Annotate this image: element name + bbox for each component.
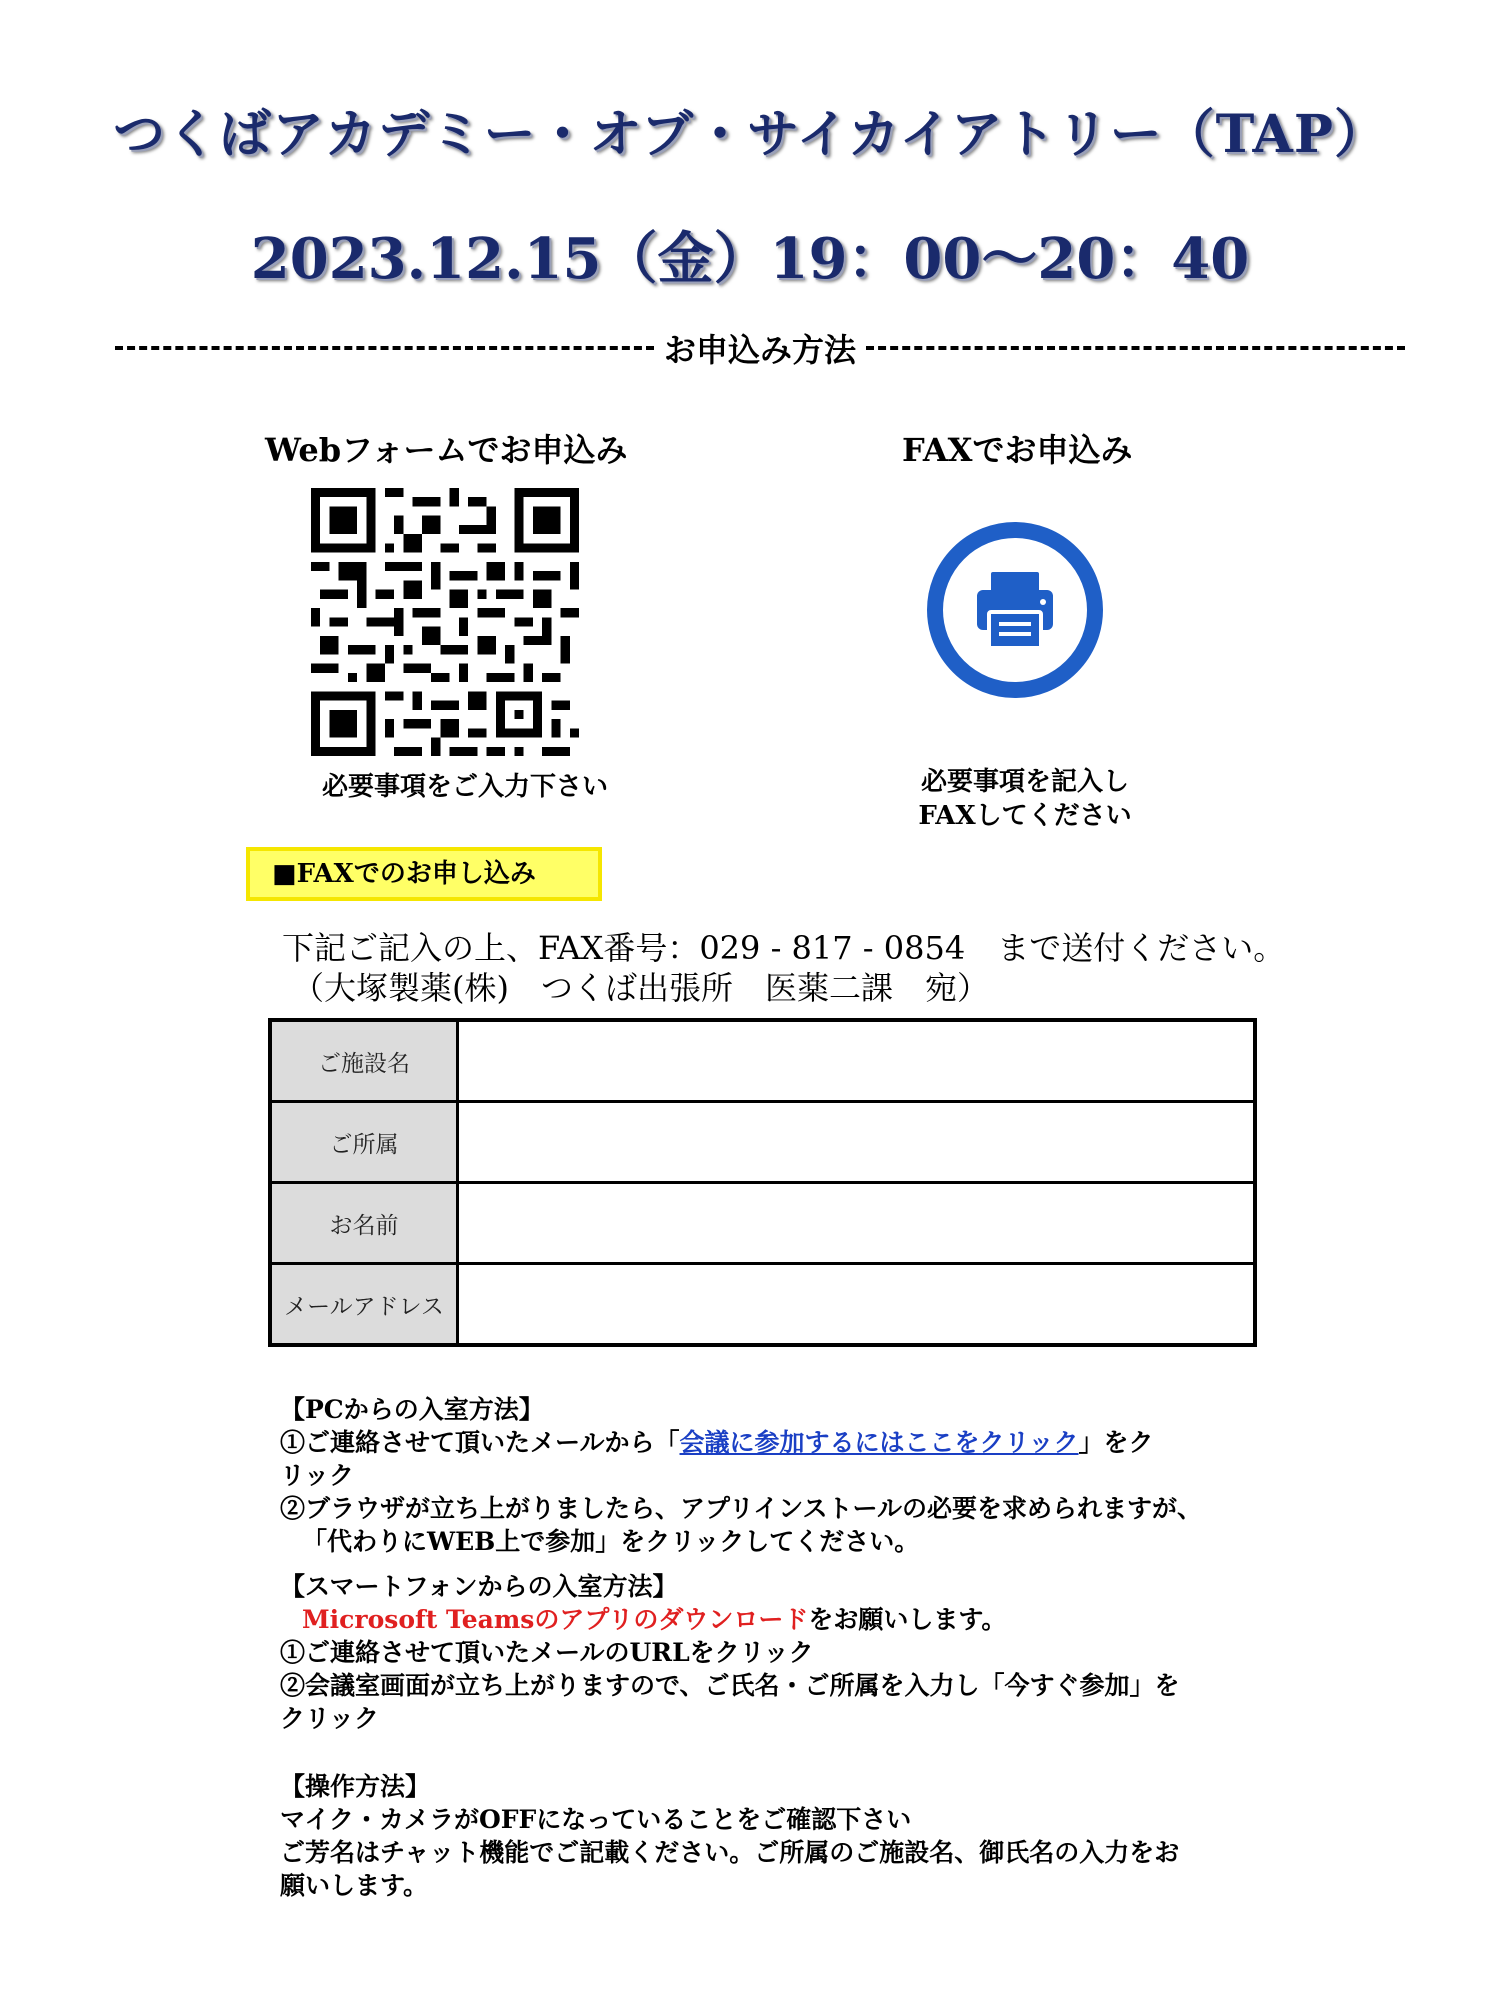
operation-line3: 願いします。 (280, 1871, 429, 1900)
affiliation-field[interactable] (458, 1102, 1256, 1183)
divider-line-right (866, 346, 1405, 350)
teams-download-highlight: Microsoft Teamsのアプリのダウンロード (302, 1605, 809, 1634)
pc-step2: ②ブラウザが立ち上がりましたら、アプリインストールの必要を求められますが、 (280, 1494, 1203, 1523)
smartphone-download (280, 1603, 1280, 1636)
section-divider (115, 330, 1405, 369)
operation-section (280, 1770, 1280, 1902)
smartphone-entry-heading: 【スマートフォンからの入室方法】 (280, 1572, 678, 1601)
operation-line2-tail: お (1154, 1838, 1180, 1867)
email-field[interactable] (458, 1264, 1256, 1346)
operation-line1: マイク・カメラがOFFになっていることをご確認下さい (280, 1805, 912, 1834)
operation-line2 (280, 1836, 1280, 1869)
section-divider-label: お申込み方法 (664, 331, 857, 369)
teams-download-suffix: をお願いします。 (808, 1605, 1007, 1634)
printer-icon (925, 520, 1105, 700)
table-row (270, 1020, 1255, 1102)
operation-line2-text: ご芳名はチャット機能でご記載ください。ご所属のご施設名、御氏名の入力を (280, 1838, 1155, 1867)
event-title: つくばアカデミー・オブ・サイカイアトリー（TAP） (113, 104, 1387, 165)
pc-entry-heading: 【PCからの入室方法】 (280, 1395, 544, 1424)
fax-note (900, 765, 1150, 833)
pc-entry-section (280, 1393, 1280, 1558)
join-meeting-link[interactable]: 会議に参加するにはここをクリック (679, 1428, 1079, 1457)
table-row (270, 1183, 1255, 1264)
table-row (270, 1264, 1255, 1346)
operation-heading: 【操作方法】 (280, 1772, 431, 1801)
table-row (270, 1102, 1255, 1183)
pc-step1-suffix: 」をク (1078, 1428, 1154, 1457)
field-label-email: メールアドレス (270, 1264, 458, 1346)
fax-instruction-line1: 下記ご記入の上、FAX番号：029 - 817 - 0854 まで送付ください。 (282, 929, 1286, 967)
divider-line-left (115, 346, 654, 350)
fax-application-banner: ■FAXでのお申し込み (246, 847, 602, 901)
qr-code-icon[interactable] (311, 488, 579, 756)
pc-step2-cont: 「代わりにWEB上で参加」をクリックしてください。 (302, 1527, 920, 1556)
field-label-facility: ご施設名 (270, 1020, 458, 1102)
fax-heading: FAXでお申込み (902, 431, 1133, 469)
name-field[interactable] (458, 1183, 1256, 1264)
web-form-note: 必要事項をご入力下さい (321, 772, 608, 802)
field-label-affiliation: ご所属 (270, 1102, 458, 1183)
smartphone-step1: ①ご連絡させて頂いたメールのURLをクリック (280, 1638, 814, 1667)
web-form-heading: Webフォームでお申込み (265, 431, 628, 469)
smartphone-step2: ②会議室画面が立ち上がりますので、ご氏名・ご所属を入力し「今すぐ参加」を (280, 1671, 1180, 1700)
fax-instruction-line2: （大塚製薬(株) つくば出張所 医薬二課 宛） (292, 969, 989, 1007)
fax-note-line1: 必要事項を記入し (920, 767, 1129, 797)
field-label-name: お名前 (270, 1183, 458, 1264)
fax-note-line2: FAXしてください (918, 801, 1132, 831)
fax-form-table (268, 1018, 1257, 1347)
pc-step1-cont: リック (280, 1461, 355, 1490)
pc-step1-prefix: ①ご連絡させて頂いたメールから「 (280, 1428, 680, 1457)
smartphone-entry-section (280, 1570, 1280, 1735)
pc-step1 (280, 1426, 1280, 1459)
facility-name-field[interactable] (458, 1020, 1256, 1102)
smartphone-step2-cont: クリック (280, 1704, 380, 1733)
event-datetime: 2023.12.15（金）19：00～20：40 (250, 226, 1250, 292)
